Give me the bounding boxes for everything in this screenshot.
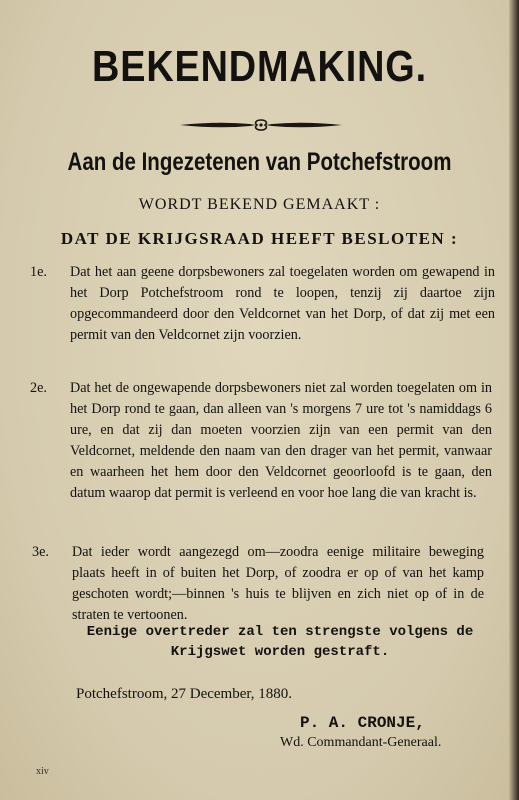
notice-subtitle: Aan de Ingezetenen van Potchefstroom: [67, 148, 452, 176]
signer-name: P. A. CRONJE,: [300, 714, 425, 732]
clause-number: 1e.: [30, 264, 47, 280]
clause-text: Dat het aan geene dorpsbewoners zal toegelaten worden om gewapend in het Dorp Potchefstroom rond te loopen, tenzij zij daartoe zijn opgecommandeerd door den Veldcornet van het Dorp, of dat zij met een permit van den Veldcornet zijn voorzien.: [70, 264, 495, 343]
intro-line: WORDT BEKEND GEMAAKT :: [138, 196, 381, 213]
page-number: xiv: [36, 766, 49, 777]
signer-title: Wd. Commandant-Generaal.: [280, 735, 442, 750]
notice-title: BEKENDMAKING.: [92, 42, 427, 91]
page-edge: [509, 0, 519, 800]
clause-text: Dat ieder wordt aangezegd om—zoodra eenige militaire beweging plaats heeft in of buiten het Dorp, of zoodra er op of van het kamp geschoten wordt;—binnen 's huis te blijven en zich niet op of in de straten te vertoonen.: [72, 544, 484, 623]
clause-3: [32, 542, 484, 626]
place-date: Potchefstroom, 27 December, 1880.: [76, 686, 293, 702]
clause-2: [30, 378, 492, 504]
resolution-heading: DAT DE KRIJGSRAAD HEEFT BESLOTEN :: [60, 229, 459, 248]
clause-text: Dat het de ongewapende dorpsbewoners niet zal worden toegelaten om in het Dorp rond te gaan, dan alleen van 's morgens 7 ure tot 's namiddags 6 ure, en dat zij dan moeten voorzien zijn van een permit van den Veldcornet, meldende den naam van den drager van het permit, vanwaar en waarheen het hem door den Veldcornet geoorloofd is te gaan, den datum waarop dat permit is verleend en voor hoe lang die van kracht is.: [70, 380, 492, 501]
clause-1: [30, 262, 495, 346]
clause-number: 2e.: [30, 380, 47, 396]
ornament-divider-icon: [178, 118, 344, 132]
clause-number: 3e.: [32, 544, 49, 560]
penalty-statement: Eenige overtreder zal ten strengste volgens de Krijgswet worden gestraft.: [86, 624, 474, 660]
